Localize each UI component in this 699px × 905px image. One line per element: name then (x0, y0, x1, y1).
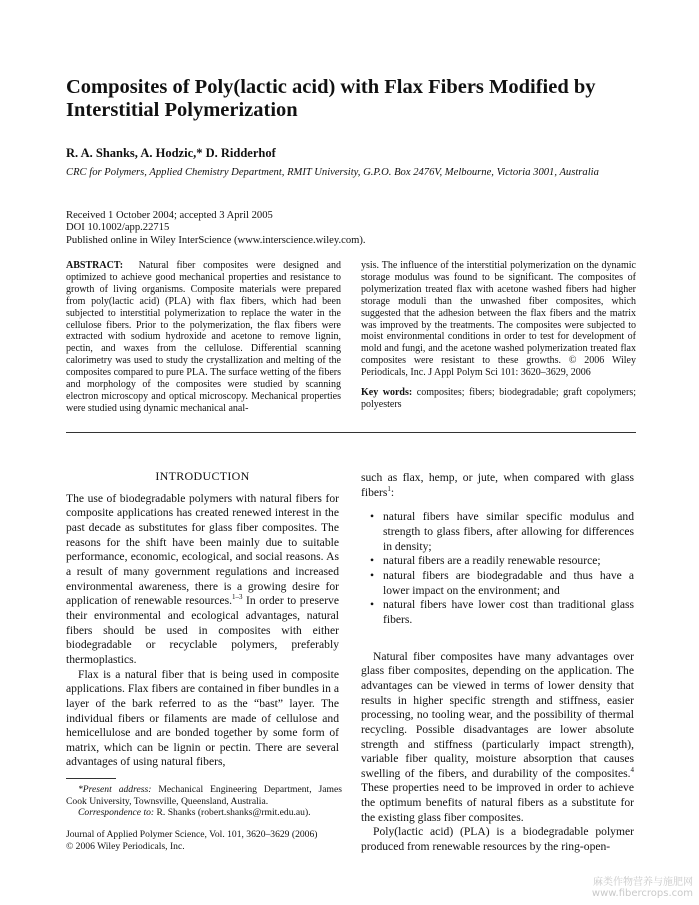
section-heading: INTRODUCTION (155, 469, 250, 483)
published-online: Published online in Wiley InterScience (www.interscience.wiley.com). (66, 234, 366, 246)
paper-title: Composites of Poly(lactic acid) with Flax Fibers Modified by Interstitial Polymerization (66, 76, 596, 121)
correspondence-label: Correspondence to: (78, 807, 155, 819)
intro-paragraph-3: Natural fiber composites have many advantages over glass fiber composites, depending on the application. The advantages can be viewed in terms of lower density that results in higher specific strength and stiffness, easier processing, no tooling wear, and the possibility of thermal recycling. Possible disadvantages are lower absolute strength and stiffness (particularly impact strength), variable fiber quality, moisture absorption that causes swelling of the fibers, and durability of the composites.$^4$ These properties need to be improved in order to achieve the optimum benefits of natural fibers as a substitute for the existing glass fiber composites. (361, 649, 634, 824)
abstract-text-1: Natural fiber composites were designed and optimized to achieve good mechanical properties and resistance to growth of living organisms. Composite materials were prepared from poly(lactic acid) (PLA) with flax fibers, which had been subjected to interstitial polymerization to replace the water in the cellulose fibers. Prior to the polymerization, the flax fibers were extracted with sodium hydroxide and acetone to remove lignin, pectin, and waxes from the cellulose. Differential scanning calorimetry was used to study the crystallization and melting of the composites compared to pure PLA. The surface wetting of the fibers and morphology of the composites were studied by scanning electron microscopy and optical microscopy. Mechanical properties were studied using dynamic mechanical anal- (66, 260, 341, 414)
footnote: *Present address: Mechanical Engineering Department, James Cook University, Townsville, Queensland, Australia. Correspondence to: R. Shanks (robert.shanks@rmit.edu.au). (66, 784, 342, 819)
intro-paragraph-4: Poly(lactic acid) (PLA) is a biodegradable polymer produced from renewable resources by the ring-open- (361, 825, 634, 854)
watermark: 麻类作物营养与施肥网 www.fibercrops.com (591, 877, 693, 899)
abstract-divider (66, 432, 636, 433)
keywords-label: Key words: (361, 387, 413, 399)
abstract-text-2: ysis. The influence of the interstitial polymerization on the dynamic storage modulus was found to be significant. The composites of polymerization treated flax with acetone washed fibers had higher storage moduli than the unwashed fiber composites, which suggested that the adhesion between the flax fibers and the matrix was improved by the treatments. The composites were subjected to moist environmental conditions in order to test for development of mold and fungi, and the acetone washed polymerization treated flax composites were resistant to these growths. © 2006 Wiley Periodicals, Inc. J Appl Polym Sci 101: 3620–3629, 2006 (361, 260, 636, 379)
citation: 1–3 (232, 593, 243, 602)
intro-paragraph-1: The use of biodegradable polymers with natural fibers for composite applications has created renewed interest in the past decade as substitutes for glass fiber composites. The reasons for the shift have been mainly due to suitable performance, economic, ecological, and social reasons. As a result of many government regulations and increased environmental awareness, there is a growing desire for application of renewable resources.$^{1-3}$ In order to preserve their environmental and ecological advantages, natural fibers should be used in composites with either biodegradable or recyclable polymers, preferably thermoplastics. (66, 491, 339, 666)
doi: DOI 10.1002/app.22715 (66, 222, 170, 234)
advantages-list (361, 510, 634, 627)
list-item: • natural fibers have similar specific modulus and strength to glass fibers, after allowing for differences in density; (383, 510, 634, 554)
citation: 4 (630, 765, 634, 774)
present-address-label: *Present address: (78, 784, 152, 795)
author-list: R. A. Shanks, A. Hodzic,* D. Ridderhof (66, 146, 276, 160)
received-date: Received 1 October 2004; accepted 3 April 2005 (66, 210, 273, 221)
abstract-label: ABSTRACT: (66, 260, 124, 271)
keywords: composites; fibers; biodegradable; graft copolymers; polyesters (361, 387, 636, 410)
body-column-left (66, 469, 339, 770)
list-item: • natural fibers are biodegradable and thus have a lower impact on the environment; and (383, 569, 634, 598)
publication-info (66, 210, 366, 247)
footnote-divider (66, 778, 116, 779)
citation: 1 (387, 484, 391, 493)
list-item: • natural fibers have lower cost than traditional glass fibers. (383, 598, 634, 627)
affiliation: CRC for Polymers, Applied Chemistry Department, RMIT University, G.P.O. Box 2476V, Melbourne, Victoria 3001, Australia (66, 167, 599, 178)
journal-citation: Journal of Applied Polymer Science, Vol. 101, 3620–3629 (2006) © 2006 Wiley Periodicals, Inc. (66, 829, 318, 852)
abstract-right (361, 260, 636, 411)
list-item: • natural fibers are a readily renewable resource; (383, 554, 634, 569)
abstract-left (66, 260, 341, 415)
body-column-right (361, 471, 634, 855)
intro-paragraph-2: Flax is a natural fiber that is being used in composite applications. Flax fibers are contained in fiber bundles in a layer of the bark referred to as the “bast” layer. The individual fibers or filaments are made of cellulose and hemicellulose and are bonded together by some form of matrix, which can be lignin or pectin. There are several advantages of using natural fibers, (66, 667, 339, 769)
intro-continuation: such as flax, hemp, or jute, when compared with glass fibers$^1$: (361, 471, 634, 499)
